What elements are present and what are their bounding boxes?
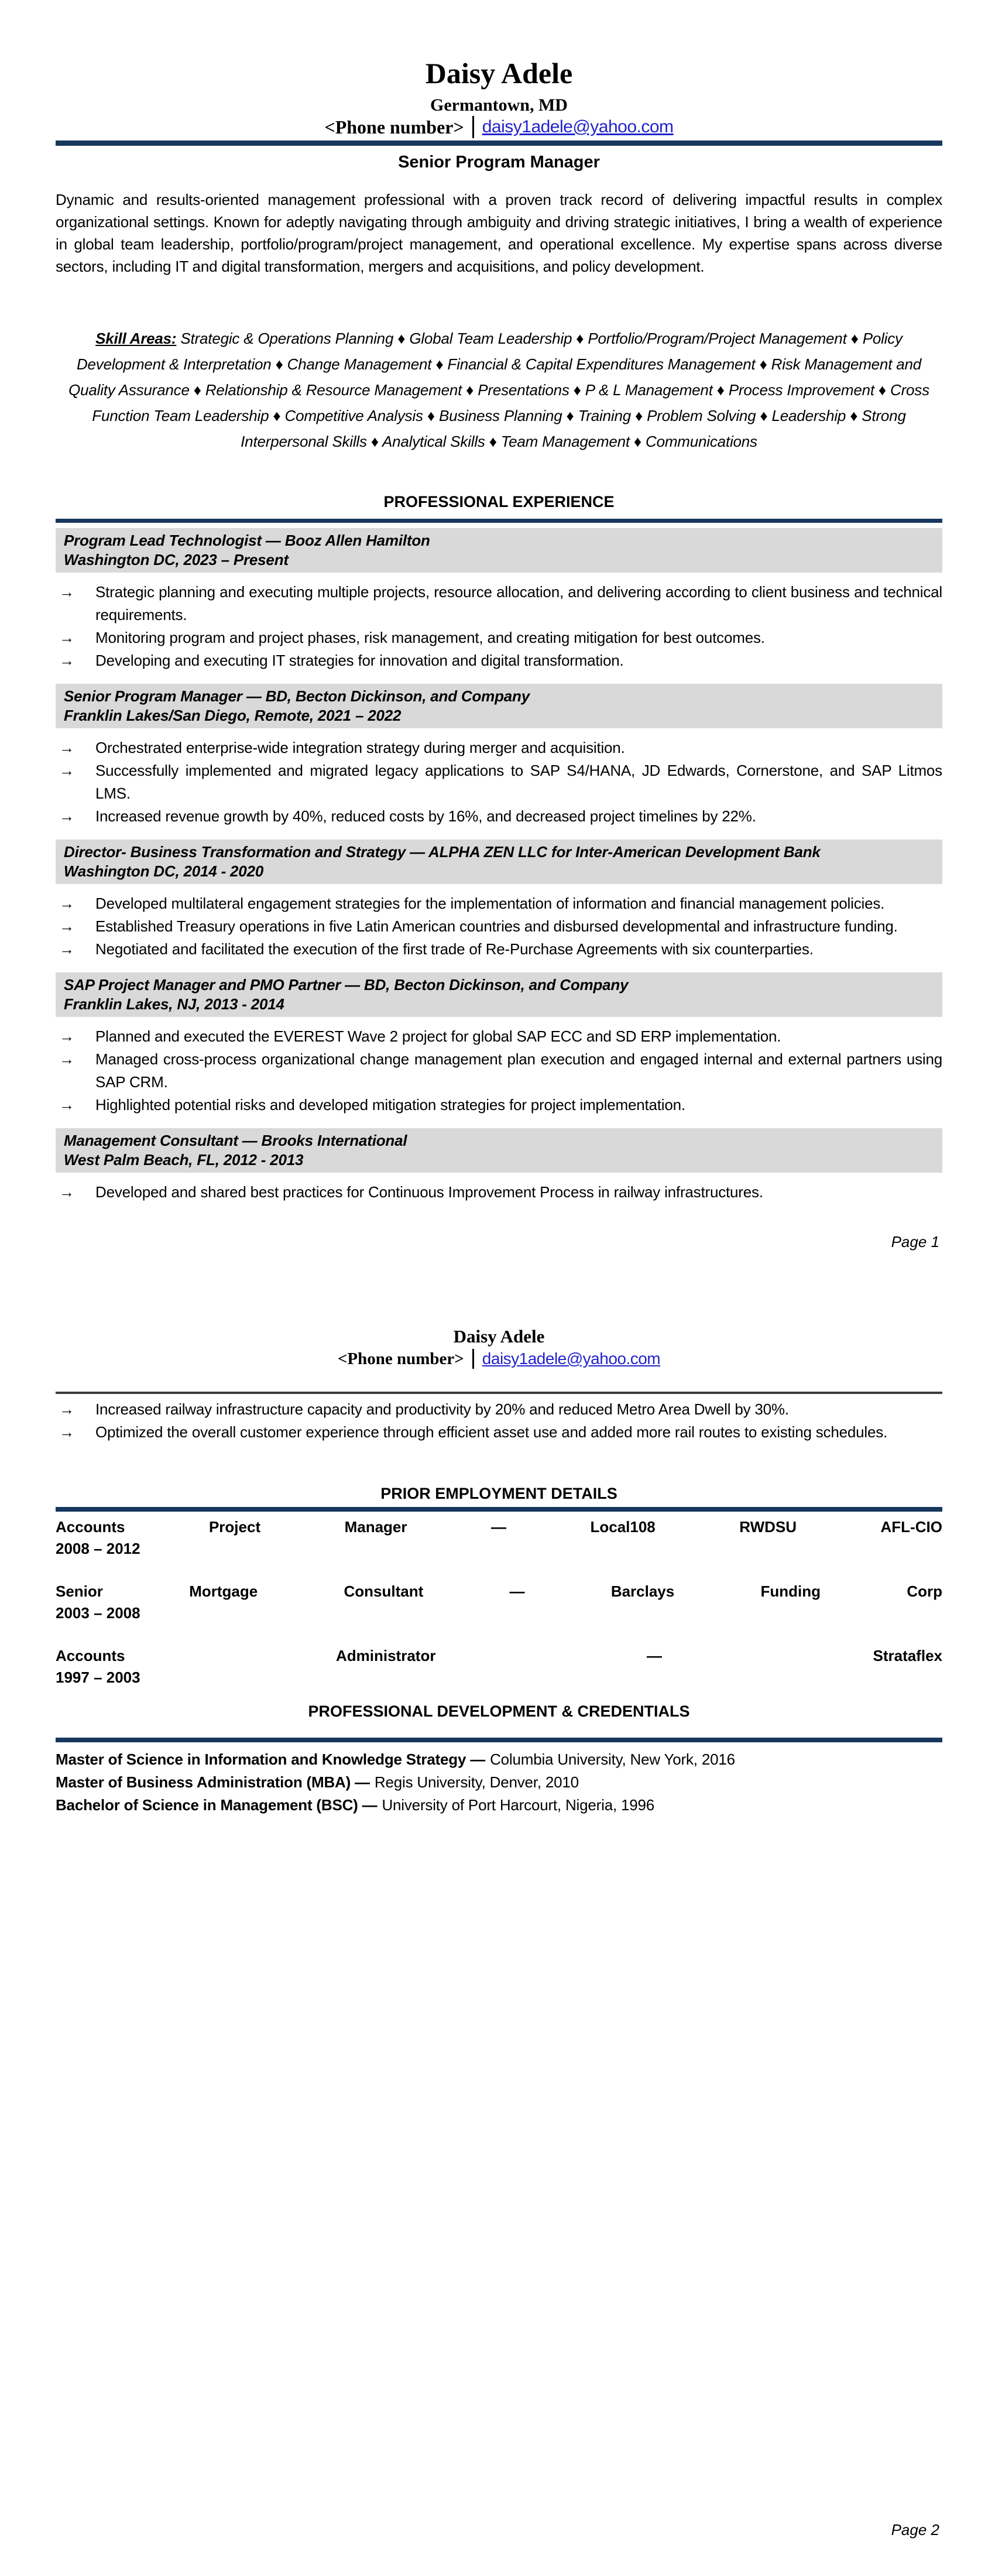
arrow-bullet-icon: →: [59, 583, 74, 601]
credential-degree: Master of Science in Information and Knowledge Strategy —: [56, 1751, 486, 1768]
skill-areas-list: Strategic & Operations Planning ♦ Global Team Leadership ♦ Portfolio/Program/Project Management ♦ Policy Development & Interpretation ♦ Change Management ♦ Financial & Capital Expenditures Management ♦ Risk Management and Quality Assurance ♦ Relationship & Resource Management ♦ Presentations ♦ P & L Management ♦ Process Improvement ♦ Cross Function Team Leadership ♦ Competitive Analysis ♦ Business Planning ♦ Training ♦ Problem Solving ♦ Leadership ♦ Strong Interpersonal Skills ♦ Analytical Skills ♦ Team Management ♦ Communications: [68, 330, 929, 450]
bullet-text: Increased revenue growth by 40%, reduced costs by 16%, and decreased project timelines by 22%.: [95, 807, 756, 825]
bullet-text: Increased railway infrastructure capacity and productivity by 20% and reduced Metro Area Dwell by 30%.: [95, 1400, 789, 1418]
bullet-text: Established Treasury operations in five Latin American countries and disbursed developmental and infrastructure funding.: [95, 917, 898, 935]
skill-areas-label: Skill Areas:: [95, 330, 177, 347]
bullet-text: Highlighted potential risks and developed mitigation strategies for project implementation.: [95, 1096, 685, 1114]
prior-cell: Manager: [344, 1518, 407, 1536]
bullet-text: Successfully implemented and migrated legacy applications to SAP S4/HANA, JD Edwards, Cornerstone, and SAP Litmos LMS.: [95, 762, 942, 802]
prior-cell: —: [509, 1582, 525, 1600]
job-bullets: [56, 892, 942, 961]
job-header: [56, 840, 942, 884]
credentials-list: [56, 1748, 942, 1817]
bullet-text: Planned and executed the EVEREST Wave 2 project for global SAP ECC and SD ERP implementation.: [95, 1027, 781, 1045]
page1-contact-row: [56, 116, 942, 138]
prior-row-title: [56, 1516, 942, 1537]
bullet-text: Strategic planning and executing multiple projects, resource allocation, and delivering according to client business and technical requirements.: [95, 583, 942, 624]
job-title: SAP Project Manager and PMO Partner — BD, Becton Dickinson, and Company: [64, 976, 629, 994]
page2-header-rule: [56, 1392, 942, 1394]
arrow-bullet-icon: →: [59, 652, 74, 669]
arrow-bullet-icon: →: [59, 940, 74, 958]
experience-rule: [56, 519, 942, 523]
prior-cell: Project: [208, 1518, 261, 1536]
summary-paragraph: Dynamic and results-oriented management professional with a proven track record of delivering impactful results in complex organizational settings. Known for adeptly navigating through ambiguity and driving strategic initiatives, I bring a wealth of experience in global team leadership, portfolio/program/project management, and operational excellence. My expertise spans across diverse sectors, including IT and digital transformation, mergers and acquisitions, and policy development.: [56, 191, 942, 275]
page1-marker: Page 1: [891, 1233, 939, 1251]
job-entry: [56, 840, 942, 961]
credentials-heading: PROFESSIONAL DEVELOPMENT & CREDENTIALS: [308, 1703, 690, 1720]
arrow-bullet-icon: →: [59, 1096, 74, 1114]
bullet-text: Developed multilateral engagement strategies for the implementation of information and financial management policies.: [95, 895, 885, 912]
job-location-dates: West Palm Beach, FL, 2012 - 2013: [64, 1151, 304, 1169]
job-bullets: [56, 1181, 942, 1204]
page1-role-title: Senior Program Manager: [398, 153, 600, 172]
page1-email-link[interactable]: daisy1adele@yahoo.com: [482, 117, 674, 136]
bullet-text: Developed and shared best practices for Continuous Improvement Process in railway infrastructures.: [95, 1183, 763, 1201]
job-entry: [56, 972, 942, 1116]
prior-row-dates: 1997 – 2003: [56, 1669, 140, 1686]
job-title: Program Lead Technologist — Booz Allen Hamilton: [64, 532, 430, 549]
prior-employment-row: [56, 1645, 942, 1710]
bullet-item: [56, 626, 942, 649]
credential-item: [56, 1771, 942, 1794]
prior-cell: —: [646, 1647, 662, 1664]
prior-cell: Corp: [907, 1582, 942, 1600]
page1-location: Germantown, MD: [430, 95, 568, 115]
bullet-text: Monitoring program and project phases, risk management, and creating mitigation for best outcomes.: [95, 629, 765, 646]
credential-detail: University of Port Harcourt, Nigeria, 1996: [382, 1796, 655, 1814]
prior-employment-table: [56, 1516, 942, 1710]
bullet-item: [56, 805, 942, 828]
credential-detail: Regis University, Denver, 2010: [374, 1773, 579, 1791]
page2-phone-placeholder: <Phone number>: [337, 1349, 464, 1368]
job-location-dates: Franklin Lakes/San Diego, Remote, 2021 – 2022: [64, 707, 402, 724]
arrow-bullet-icon: →: [59, 1027, 74, 1045]
bullet-item: [56, 1181, 942, 1204]
bullet-item: [56, 581, 942, 626]
prior-cell: AFL-CIO: [880, 1518, 942, 1536]
page2-email-link[interactable]: daisy1adele@yahoo.com: [482, 1349, 661, 1368]
prior-row-dates: 2008 – 2012: [56, 1540, 140, 1557]
contact-divider: [472, 116, 474, 138]
job-bullets: [56, 737, 942, 828]
job-entry: [56, 1128, 942, 1204]
job-location-dates: Franklin Lakes, NJ, 2013 - 2014: [64, 995, 284, 1013]
contact-divider: [472, 1349, 474, 1369]
arrow-bullet-icon: →: [59, 1183, 74, 1201]
bullet-text: Orchestrated enterprise-wide integration strategy during merger and acquisition.: [95, 739, 625, 756]
job-location-dates: Washington DC, 2023 – Present: [64, 551, 289, 568]
prior-cell: —: [491, 1518, 506, 1536]
bullet-item: [56, 759, 942, 805]
page2-continued-bullets: [56, 1398, 942, 1444]
job-title: Director- Business Transformation and Strategy — ALPHA ZEN LLC for Inter-American Development Bank: [64, 843, 821, 861]
job-header: [56, 684, 942, 728]
prior-cell: Local108: [590, 1518, 656, 1536]
prior-row-dates: 2003 – 2008: [56, 1604, 140, 1622]
prior-cell: Funding: [760, 1582, 821, 1600]
bullet-item: [56, 1094, 942, 1116]
arrow-bullet-icon: →: [59, 629, 74, 646]
prior-cell: Administrator: [335, 1647, 436, 1664]
job-entry: [56, 528, 942, 672]
prior-cell: Accounts: [56, 1647, 125, 1664]
page1-phone-placeholder: <Phone number>: [324, 116, 464, 138]
credential-degree: Bachelor of Science in Management (BSC) —: [56, 1796, 378, 1814]
prior-employment-row: [56, 1516, 942, 1581]
bullet-text: Negotiated and facilitated the execution of the first trade of Re-Purchase Agreements with six counterparties.: [95, 940, 814, 958]
experience-list: [56, 528, 942, 1215]
job-header: [56, 528, 942, 573]
prior-cell: Consultant: [344, 1582, 424, 1600]
job-location-dates: Washington DC, 2014 - 2020: [64, 862, 264, 880]
page1-candidate-name: Daisy Adele: [425, 57, 573, 90]
job-header: [56, 972, 942, 1017]
arrow-bullet-icon: →: [59, 1423, 74, 1441]
credential-item: [56, 1748, 942, 1771]
arrow-bullet-icon: →: [59, 739, 74, 756]
prior-employment-row: [56, 1581, 942, 1645]
prior-cell: Barclays: [610, 1582, 675, 1600]
job-bullets: [56, 1025, 942, 1116]
credential-detail: Columbia University, New York, 2016: [490, 1751, 735, 1768]
bullet-text: Developing and executing IT strategies for innovation and digital transformation.: [95, 652, 624, 669]
arrow-bullet-icon: →: [59, 762, 74, 779]
prior-row-title: [56, 1645, 942, 1666]
bullet-item: [56, 737, 942, 759]
bullet-item: [56, 1025, 942, 1048]
job-bullets: [56, 581, 942, 672]
arrow-bullet-icon: →: [59, 1050, 74, 1068]
bullet-item: [56, 1421, 942, 1444]
bullet-item: [56, 892, 942, 915]
page2-marker: Page 2: [891, 2521, 939, 2539]
arrow-bullet-icon: →: [59, 917, 74, 935]
job-title: Management Consultant — Brooks International: [64, 1132, 407, 1149]
arrow-bullet-icon: →: [59, 807, 74, 825]
credential-item: [56, 1794, 942, 1817]
bullet-item: [56, 649, 942, 672]
prior-employment-rule: [56, 1507, 942, 1512]
skill-areas-paragraph: [56, 326, 942, 454]
bullet-text: Optimized the overall customer experience through efficient asset use and added more rail routes to existing schedules.: [95, 1423, 888, 1441]
arrow-bullet-icon: →: [59, 1400, 74, 1418]
prior-cell: Mortgage: [189, 1582, 258, 1600]
bullet-item: [56, 915, 942, 938]
bullet-item: [56, 1398, 942, 1421]
credential-degree: Master of Business Administration (MBA) —: [56, 1773, 370, 1791]
credentials-rule: [56, 1738, 942, 1742]
bullet-text: Managed cross-process organizational change management plan execution and engaged internal and external partners using SAP CRM.: [95, 1050, 942, 1091]
experience-heading: PROFESSIONAL EXPERIENCE: [383, 493, 615, 511]
job-header: [56, 1128, 942, 1173]
prior-cell: Accounts: [56, 1518, 125, 1536]
bullet-item: [56, 1048, 942, 1094]
job-title: Senior Program Manager — BD, Becton Dickinson, and Company: [64, 687, 530, 705]
prior-cell: RWDSU: [739, 1518, 797, 1536]
prior-row-title: [56, 1581, 942, 1602]
prior-cell: Strataflex: [873, 1647, 942, 1664]
arrow-bullet-icon: →: [59, 895, 74, 912]
page2-candidate-name: Daisy Adele: [453, 1326, 545, 1347]
job-entry: [56, 684, 942, 828]
prior-employment-heading: PRIOR EMPLOYMENT DETAILS: [380, 1485, 617, 1502]
page2-contact-row: [56, 1349, 942, 1369]
header-rule: [56, 141, 942, 146]
bullet-item: [56, 938, 942, 961]
prior-cell: Senior: [56, 1582, 103, 1600]
